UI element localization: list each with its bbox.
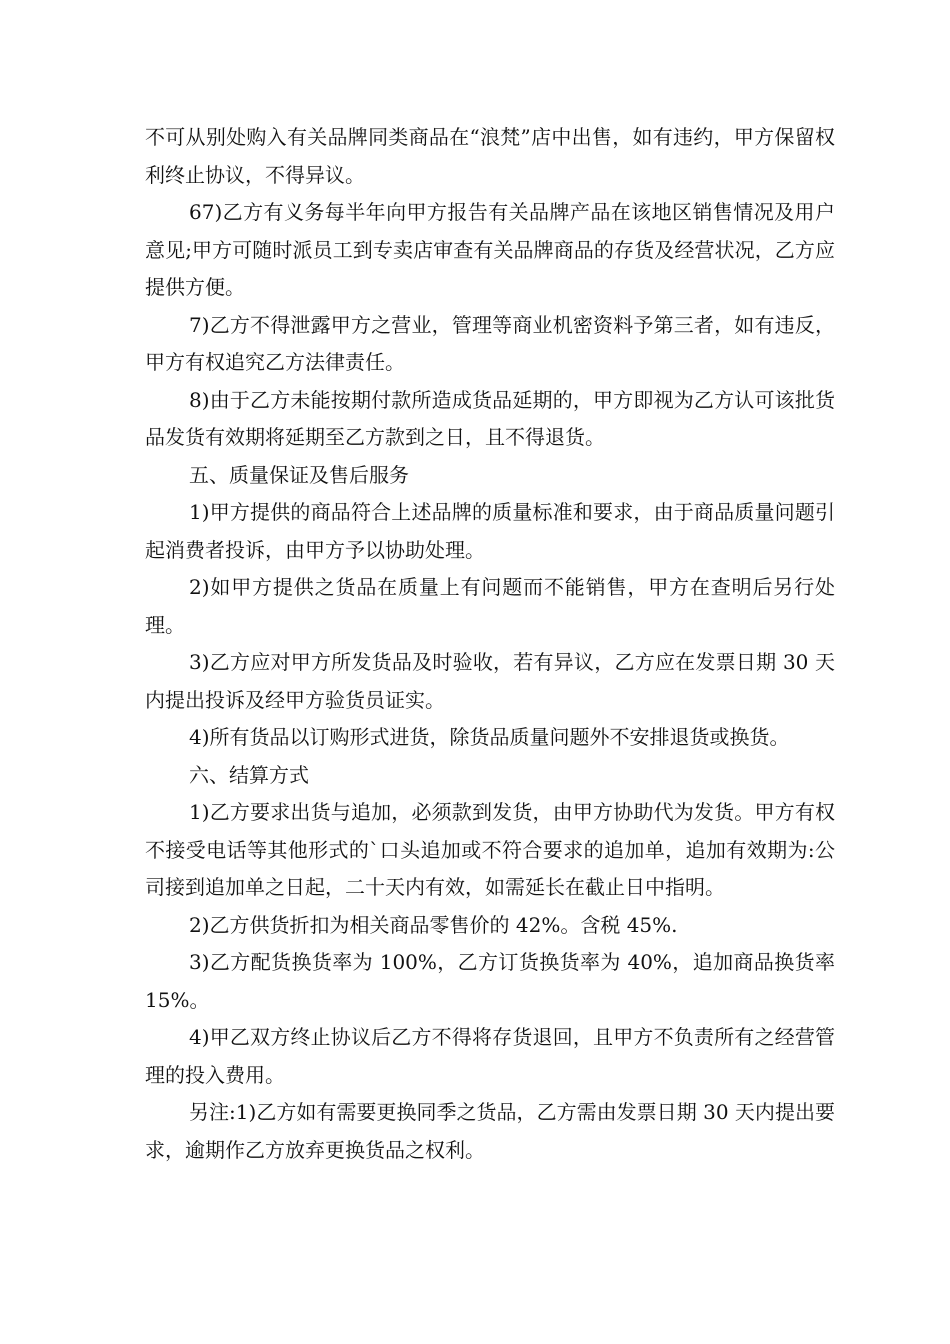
settlement-clause-2: 2)乙方供货折扣为相关商品零售价的 42%。含税 45%. [189,912,678,937]
quality-clause-4: 4)所有货品以订购形式进货，除货品质量问题外不安排退货或换货。 [189,725,790,749]
quality-clause-3: 3)乙方应对甲方所发货品及时验收，若有异议，乙方应在发票日期 30 天内提出投诉及经甲方验货员证实。 [145,650,835,712]
additional-note: 另注:1)乙方如有需要更换同季之货品，乙方需由发票日期 30 天内提出要求，逾期作乙方放弃更换货品之权利。 [145,1100,835,1162]
settlement-clause-1: 1)乙方要求出货与追加，必须款到发货，由甲方协助代为发货。甲方有权不接受电话等其他形式的`口头追加或不符合要求的追加单，追加有效期为:公司接到追加单之日起，二十天内有效，如需延长在截止日中指明。 [145,800,835,899]
clause-67-report-sales: 67)乙方有义务每半年向甲方报告有关品牌产品在该地区销售情况及用户意见;甲方可随时派员工到专卖店审查有关品牌商品的存货及经营状况，乙方应提供方便。 [145,200,835,299]
document-body [145,119,835,1169]
clause-7-confidentiality: 7)乙方不得泄露甲方之营业，管理等商业机密资料予第三者，如有违反，甲方有权追究乙方法律责任。 [145,312,835,374]
quality-clause-1: 1)甲方提供的商品符合上述品牌的质量标准和要求，由于商品质量问题引起消费者投诉，由甲方予以协助处理。 [145,500,835,562]
settlement-clause-4: 4)甲乙双方终止协议后乙方不得将存货退回，且甲方不负责所有之经营管理的投入费用。 [145,1025,835,1087]
section-heading-settlement: 六、结算方式 [189,762,309,787]
clause-8-late-payment: 8)由于乙方未能按期付款所造成货品延期的，甲方即视为乙方认可该批货品发货有效期将延期至乙方款到之日，且不得退货。 [145,387,835,449]
paragraph-continuation: 不可从别处购入有关品牌同类商品在“浪梵”店中出售，如有违约，甲方保留权利终止协议，不得异议。 [145,125,835,187]
settlement-clause-3: 3)乙方配货换货率为 100%，乙方订货换货率为 40%，追加商品换货率 15%。 [145,950,835,1012]
quality-clause-2: 2)如甲方提供之货品在质量上有问题而不能销售，甲方在查明后另行处理。 [145,575,835,637]
section-heading-quality: 五、质量保证及售后服务 [189,462,409,487]
